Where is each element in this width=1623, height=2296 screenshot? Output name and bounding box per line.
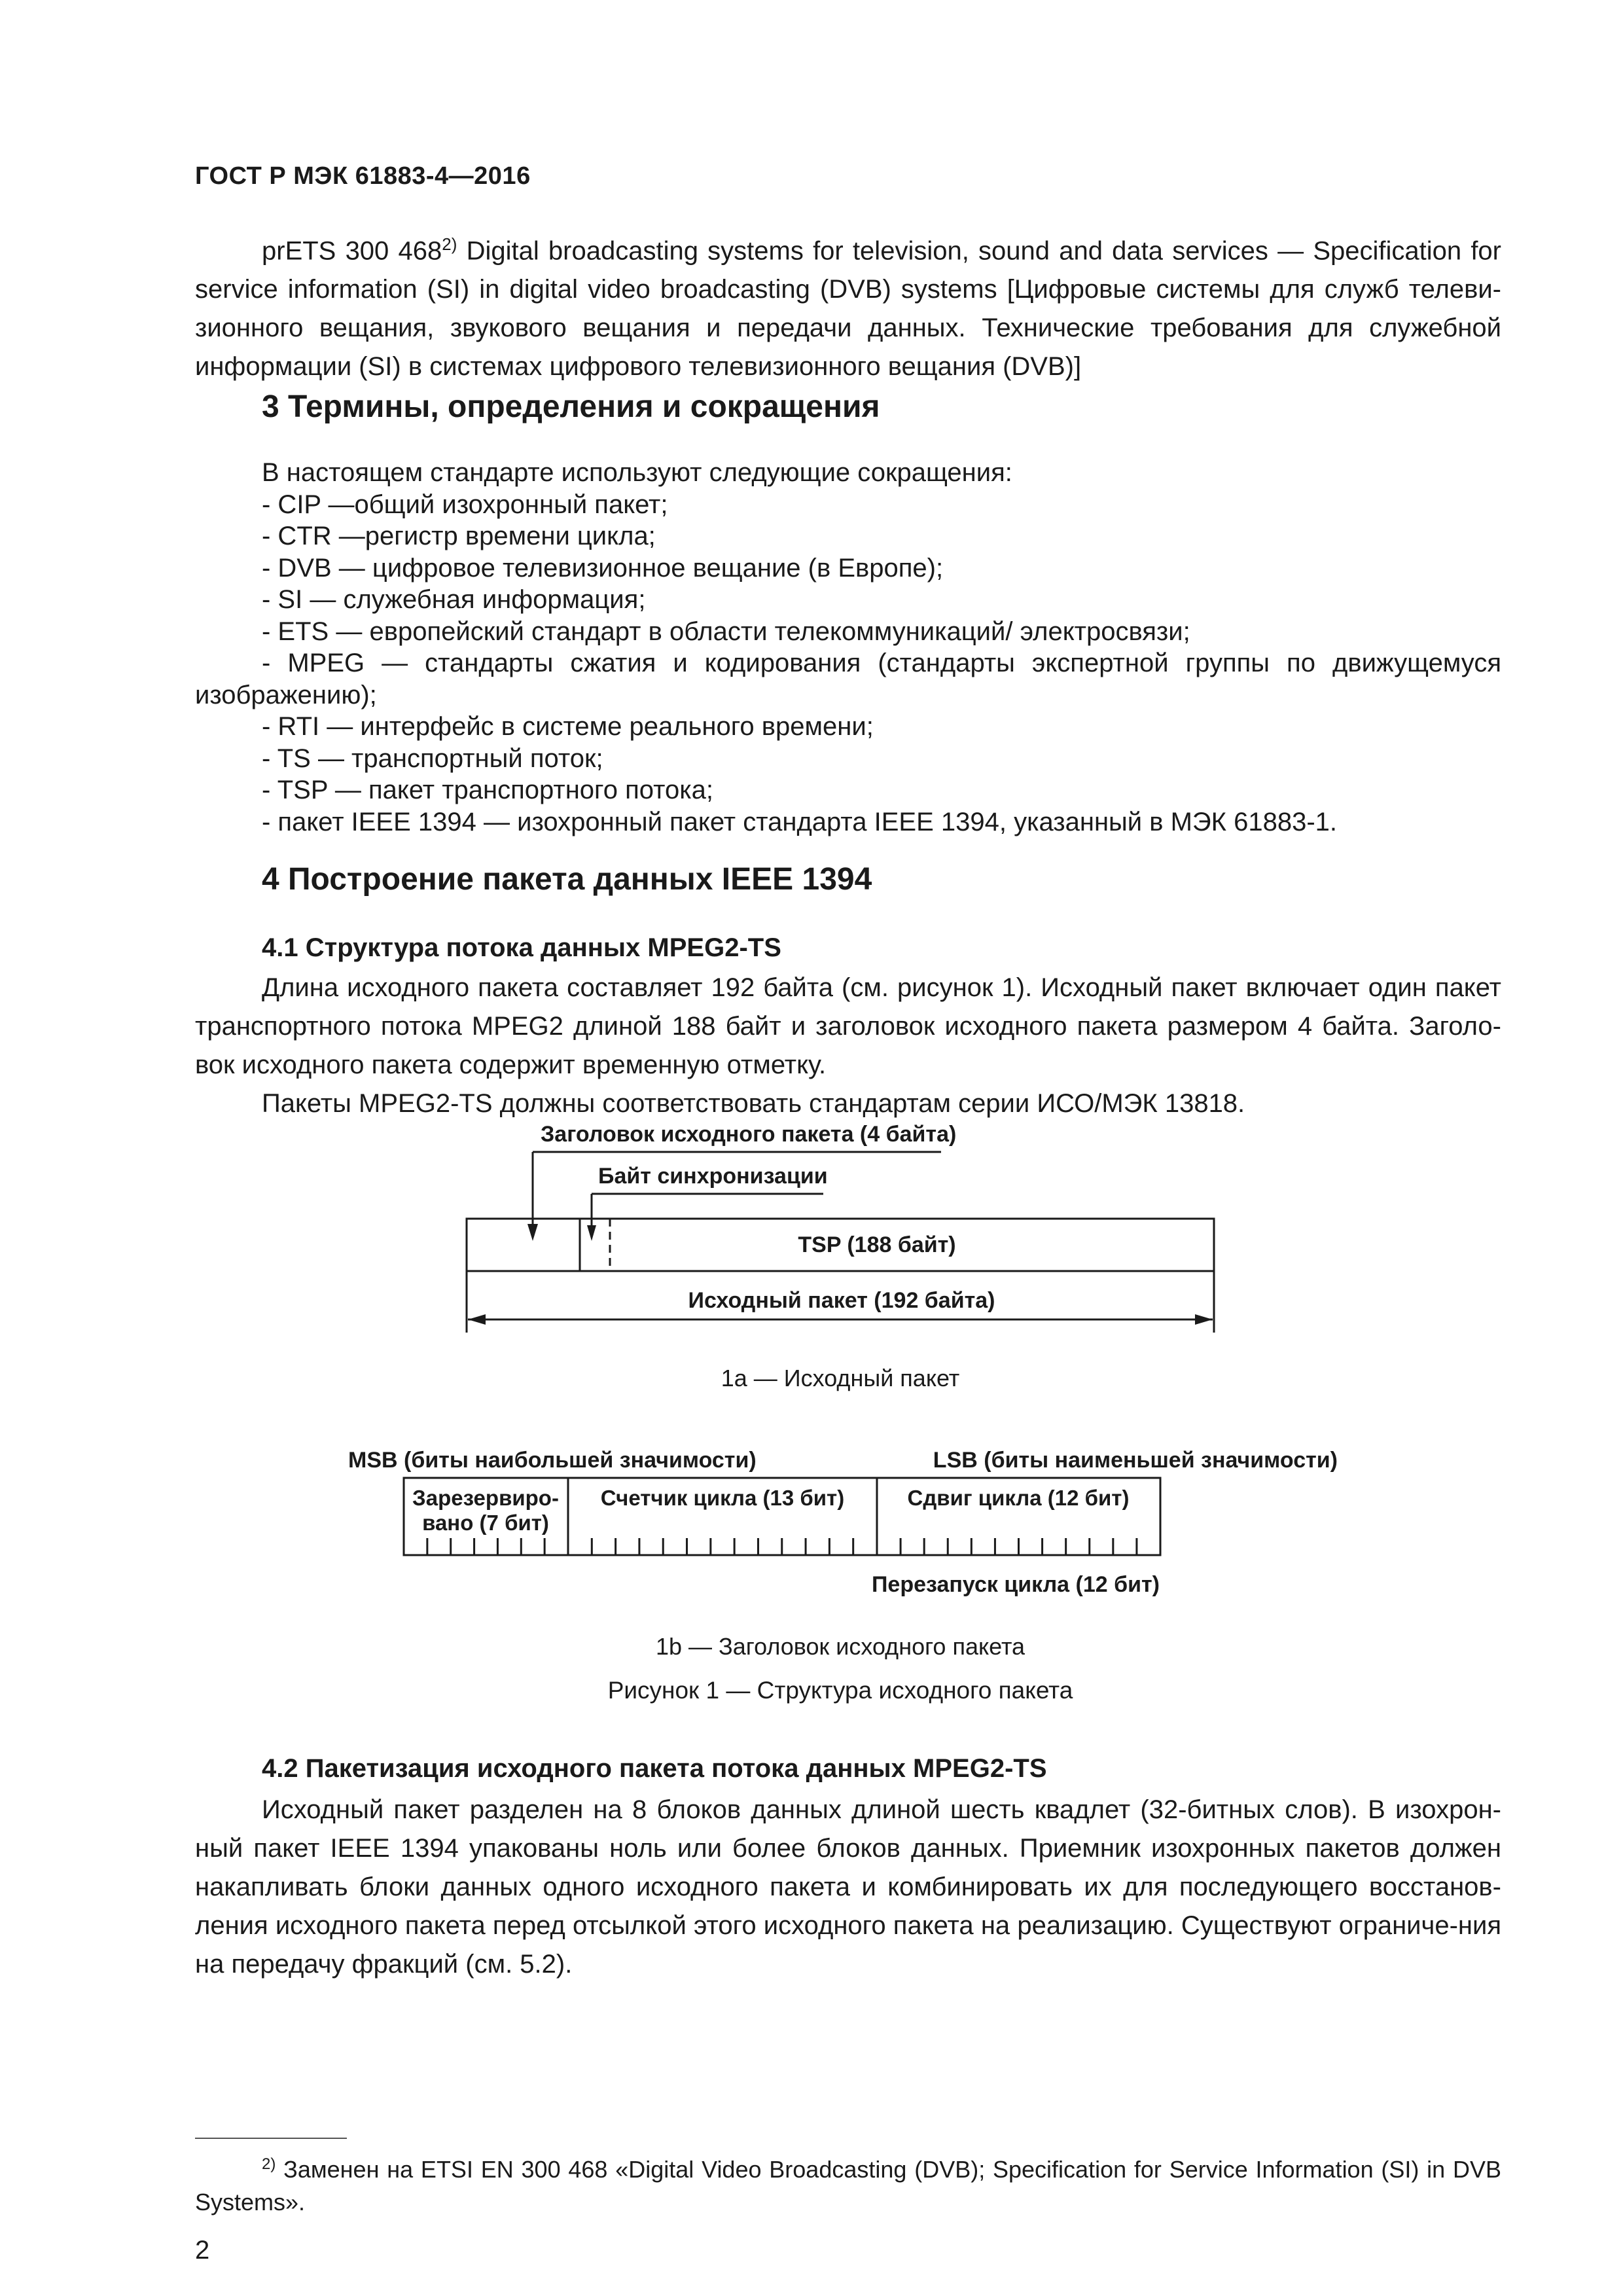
- figure-1b-diagram: [0, 1427, 1623, 1702]
- paragraph: Длина исходного пакета составляет 192 байта (см. рисунок 1). Исходный пакет включает один пакет транспортного потока MPEG2 длиной 188 байт и заголовок исходного пакета размером 4 байта. Заголо-вок исходного пакета содержит временную отметку.: [195, 973, 1501, 1079]
- abbrev-item: - RTI — интерфейс в системе реального времени;: [262, 712, 874, 741]
- footnote: [195, 2148, 1501, 2219]
- section4-title: 4 Построение пакета данных IEEE 1394: [262, 862, 872, 897]
- abbrev-item: - TS — транспортный поток;: [262, 744, 603, 773]
- subsection-4-1-body: [195, 969, 1501, 1123]
- abbrev-item: - ETS — европейский стандарт в области телекоммуникаций/ электросвязи;: [262, 617, 1190, 646]
- cycle-restart-label: Перезапуск цикла (12 бит): [871, 1572, 1160, 1597]
- footnote-text: Заменен на ETSI EN 300 468 «Digital Video Broadcasting (DVB); Specification for Service Information (SI) in DVB Systems».: [195, 2156, 1501, 2215]
- abbrev-item: - CTR —регистр времени цикла;: [262, 522, 656, 550]
- subsection-4-1-title: 4.1 Структура потока данных MPEG2-TS: [262, 933, 781, 962]
- abbrev-item: - пакет IEEE 1394 — изохронный пакет стандарта IEEE 1394, указанный в МЭК 61883-1.: [262, 807, 1338, 836]
- abbrev-lead: В настоящем стандарте используют следующие сокращения:: [262, 458, 1012, 487]
- footnote-rule: [195, 2138, 347, 2139]
- cycle-offset-label: Сдвиг цикла (12 бит): [907, 1486, 1130, 1510]
- header-arrow-head: [527, 1224, 538, 1241]
- sync-arrow-head: [587, 1225, 596, 1241]
- dim-arrow-right: [1195, 1314, 1213, 1325]
- footnote-mark: 2): [262, 2155, 276, 2173]
- intro-ref: prETS 300 468: [262, 236, 442, 266]
- figure-1a-caption: 1a — Исходный пакет: [721, 1365, 960, 1391]
- figure-1-caption: Рисунок 1 — Структура исходного пакета: [607, 1677, 1073, 1704]
- abbrev-item: - DVB — цифровое телевизионное вещание (в Европе);: [262, 553, 944, 583]
- abbrev-item: - SI — служебная информация;: [262, 585, 646, 614]
- abbrev-list: [195, 457, 1501, 838]
- bit-tick-marks: [427, 1538, 1137, 1555]
- intro-ref-sup: 2): [442, 234, 457, 254]
- sync-byte-label: Байт синхронизации: [598, 1164, 828, 1189]
- standard-header: ГОСТ Р МЭК 61883-4—2016: [195, 162, 531, 190]
- page-number: 2: [195, 2236, 210, 2265]
- intro-paragraph: [195, 225, 1501, 386]
- reserved-label-line2: вано (7 бит): [422, 1511, 549, 1535]
- abbrev-item: - CIP —общий изохронный пакет;: [262, 490, 668, 519]
- intro-text: Digital broadcasting systems for television, sound and data services — Specification for service information (SI) in digital video broadcasting (DVB) systems [Цифровые системы для служб телеви-зионного вещания, звукового вещания и передачи данных. Технические требования для служебной информации (SI) в системах цифрового телевизионного вещания (DVB)]: [195, 236, 1501, 382]
- source-packet-label: Исходный пакет (192 байта): [688, 1288, 995, 1313]
- tsp-label: TSP (188 байт): [798, 1232, 956, 1257]
- cycle-counter-label: Счетчик цикла (13 бит): [600, 1486, 845, 1510]
- abbrev-item: - MPEG — стандарты сжатия и кодирования (стандарты экспертной группы по движущемуся: [262, 649, 1501, 677]
- source-header-label: Заголовок исходного пакета (4 байта): [541, 1122, 957, 1147]
- figure-1b-caption: 1b — Заголовок исходного пакета: [655, 1633, 1026, 1660]
- section3-title: 3 Термины, определения и сокращения: [262, 389, 880, 424]
- subsection-4-2-body: [195, 1791, 1501, 1984]
- paragraph: Пакеты MPEG2-TS должны соответствовать стандартам серии ИСО/МЭК 13818.: [262, 1089, 1245, 1118]
- figure-1a-diagram: [0, 1113, 1623, 1401]
- dim-arrow-left: [468, 1314, 486, 1325]
- lsb-label: LSB (биты наименьшей значимости): [933, 1448, 1338, 1473]
- subsection-4-2-title: 4.2 Пакетизация исходного пакета потока данных MPEG2-TS: [262, 1754, 1047, 1783]
- paragraph: Исходный пакет разделен на 8 блоков данных длиной шесть квадлет (32-битных слов). В изохрон-ный пакет IEEE 1394 упакованы ноль или более блоков данных. Приемник изохронных пакетов должен накапливать блоки данных одного исходного пакета и комбинировать их для последующего восстанов-ления исходного пакета перед отсылкой этого исходного пакета на реализацию. Существуют ограниче-ния на передачу фракций (см. 5.2).: [195, 1795, 1501, 1979]
- abbrev-item-continued: изображению);: [195, 680, 377, 709]
- msb-label: MSB (биты наибольшей значимости): [348, 1448, 757, 1473]
- reserved-label-line1: Зарезервиро-: [412, 1486, 559, 1510]
- abbrev-item: - TSP — пакет транспортного потока;: [262, 776, 713, 804]
